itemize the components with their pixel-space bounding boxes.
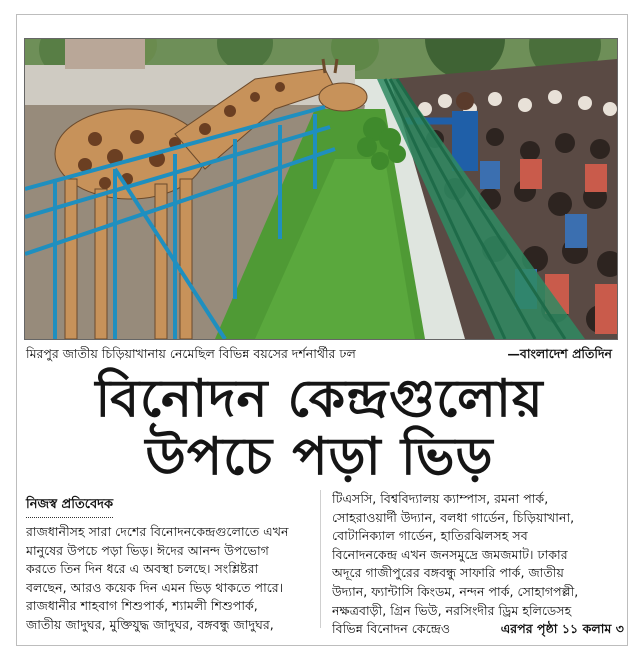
headline-line-1: বিনোদন কেন্দ্রগুলোয়: [95, 368, 544, 429]
body-line: মানুষের উপচে পড়া ভিড়। ঈদের আনন্দ উপভোগ: [26, 542, 269, 558]
body-line: বিনোদনকেন্দ্র এখন জনসমুদ্রে জমজমাট। ঢাকার: [332, 546, 568, 562]
photo-caption-row: [26, 344, 616, 364]
continued-on-page-link[interactable]: এরপর পৃষ্ঠা ১১ কলাম ৩: [500, 621, 624, 637]
body-line: রাজধানীসহ সারা দেশের বিনোদনকেন্দ্রগুলোতে এখন: [26, 524, 289, 539]
body-line: অদূরে গাজীপুরের বঙ্গবন্ধু সাফারি পার্ক, জাতীয়: [332, 565, 564, 581]
body-line: বোটানিক্যাল গার্ডেন, হাতিরঝিলসহ সব: [332, 528, 528, 544]
article-column-right: [332, 490, 624, 639]
byline: নিজস্ব প্রতিবেদক: [26, 495, 113, 518]
body-line-text: বিভিন্ন বিনোদন কেন্দ্রেও: [332, 621, 451, 637]
photo-caption: মিরপুর জাতীয় চিড়িয়াখানায় নেমেছিল বিভিন্ন বয়সের দর্শনার্থীর ঢল: [26, 346, 356, 361]
body-line: উদ্যান, ফ্যান্টাসি কিংডম, নন্দন পার্ক, সোহাগপল্লী,: [332, 583, 579, 599]
body-line: সোহরাওয়ার্দী উদ্যান, বলধা গার্ডেন, চিড়িয়াখানা,: [332, 509, 575, 525]
article-column-left: [26, 523, 310, 635]
headline-line-2: উপচে পড়া ভিড়: [145, 426, 494, 487]
body-line: জাতীয় জাদুঘর, মুক্তিযুদ্ধ জাদুঘর, বঙ্গবন্ধু জাদুঘর,: [26, 616, 274, 632]
body-line: করতে তিন দিন ধরে এ অবস্থা চলছে। সংশ্লিষ্টরা: [26, 561, 259, 577]
body-line: টিএসসি, বিশ্ববিদ্যালয় ক্যাম্পাস, রমনা পার্ক,: [332, 491, 549, 506]
news-photo: [24, 38, 618, 340]
photo-credit: —বাংলাদেশ প্রতিদিন: [507, 346, 612, 361]
zoo-giraffe-photo-icon: [25, 39, 617, 339]
column-divider: [320, 490, 321, 628]
body-line: রাজধানীর শাহবাগ শিশুপার্ক, শ্যামলী শিশুপার্ক,: [26, 598, 258, 614]
body-line-last: [332, 620, 624, 639]
body-line: নক্ষত্রবাড়ী, গ্রিন ভিউ, নরসিংদীর ড্রিম হলিডেসহ: [332, 602, 572, 618]
body-line: বলছেন, আরও কয়েক দিন এমন ভিড় থাকতে পারে।: [26, 579, 284, 595]
